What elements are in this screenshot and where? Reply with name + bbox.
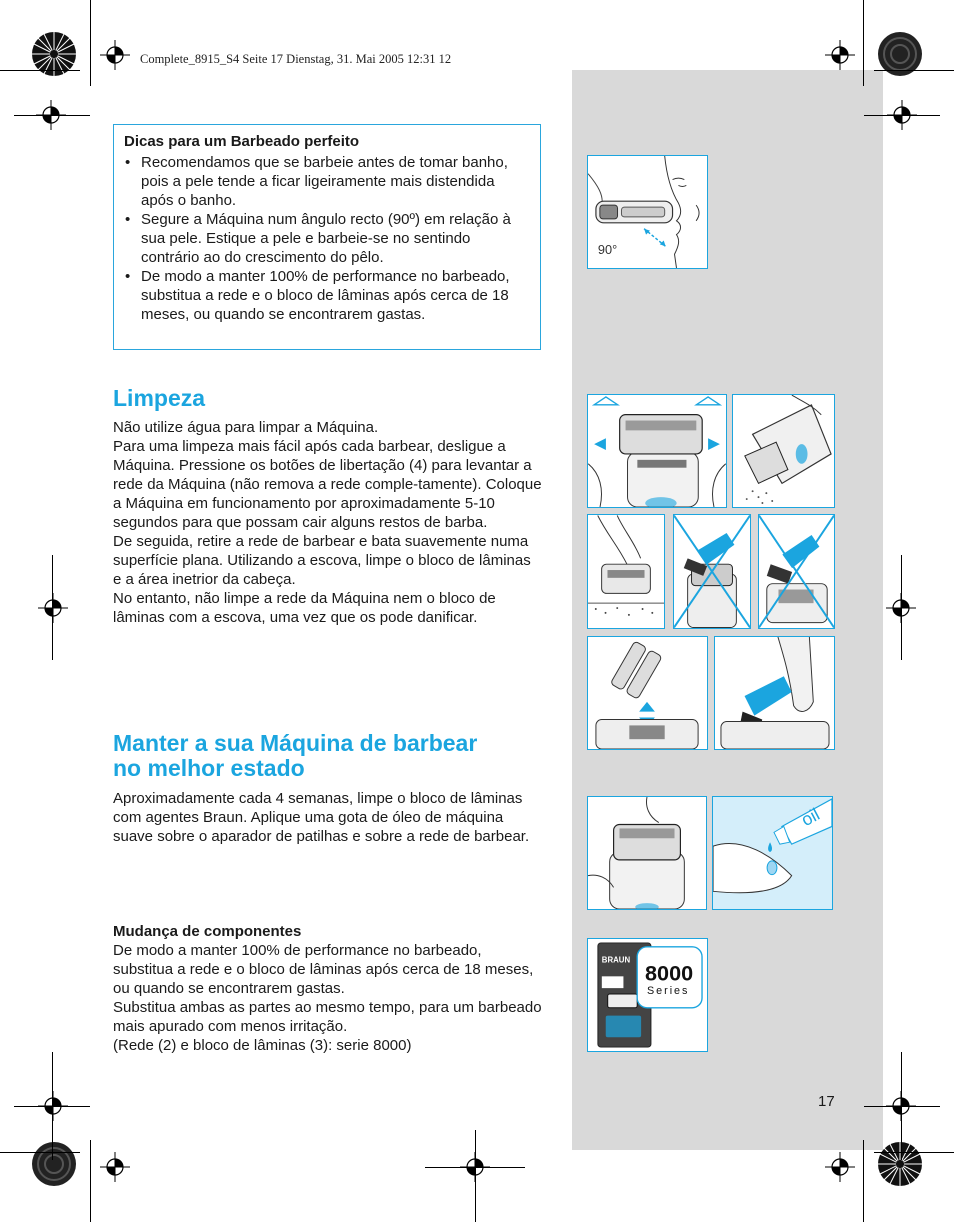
parts-section [113, 922, 543, 1055]
crop-mark [14, 1106, 90, 1107]
tap-out-illustration [732, 394, 835, 508]
parts-paragraph: De modo a manter 100% de performance no barbeado, substitua a rede e o bloco de lâminas após cerca de 18 meses, ou quando se encontrarem gastas. [113, 942, 534, 997]
crop-mark [863, 1140, 864, 1222]
tip-item: • Recomendamos que se barbeie antes de tomar banho, pois a pele tende a ficar ligeiramente mais distendida após o banho. [124, 153, 530, 210]
crosshair-icon [100, 40, 130, 70]
crop-mark [0, 1152, 80, 1153]
tip-item: • De modo a manter 100% de performance no barbeado, substitua a rede e o bloco de lâminas após cerca de 18 meses, ou quando se encontrarem gastas. [124, 267, 530, 324]
page-number: 17 [818, 1093, 835, 1110]
crop-mark [864, 115, 940, 116]
foil-lift-illustration [587, 796, 707, 910]
shaving-angle-illustration [587, 155, 708, 269]
cleaning-text [113, 418, 543, 627]
crop-mark [52, 555, 53, 660]
foil-release-illustration [587, 394, 727, 508]
cleaning-paragraph: Para uma limpeza mais fácil após cada barbear, desligue a Máquina. Pressione os botões de libertação (4) para levantar a rede da Máquina (não remova a rede comple-tamente). Coloque a Máquina em funcionamento por aproximadamente 5-10 segundos para que possam cair alguns restos de barba. [113, 438, 542, 531]
oil-label: oil [797, 804, 823, 831]
maintain-heading [113, 731, 477, 781]
crop-mark [901, 555, 902, 660]
foil-tap-illustration [587, 514, 665, 629]
crop-mark [874, 1152, 954, 1153]
parts-paragraph: (Rede (2) e bloco de lâminas (3): serie 8000) [113, 1037, 412, 1054]
no-brush-foil-illustration [673, 514, 751, 629]
maintain-paragraph: Aproximadamente cada 4 semanas, limpe o bloco de lâminas com agentes Braun. Aplique uma gota de óleo de máquina suave sobre o aparador de patilhas e sobre a rede de barbear. [113, 790, 530, 845]
tips-box [113, 124, 541, 350]
crop-mark [14, 115, 90, 116]
replacement-pack-illustration [587, 938, 708, 1052]
cleaning-paragraph: Não utilize água para limpar a Máquina. [113, 419, 379, 436]
tips-title: Dicas para um Barbeado perfeito [124, 133, 360, 150]
cleaning-heading: Limpeza [113, 385, 206, 411]
tips-list [124, 153, 530, 324]
crop-mark [874, 70, 954, 71]
crosshair-icon [100, 1152, 130, 1182]
pack-series-label: Series [647, 985, 690, 998]
crop-mark [864, 1106, 940, 1107]
crosshair-icon [825, 1152, 855, 1182]
tip-item: • Segure a Máquina num ângulo recto (90º) em relação à sua pele. Estique a pele e barbeie-se no sentindo contrário ao do crescimento do pêlo. [124, 210, 530, 267]
maintain-text [113, 789, 543, 846]
angle-label: 90° [597, 242, 618, 258]
crop-mark [863, 0, 864, 86]
starburst-icon [876, 1140, 924, 1188]
parts-paragraph: Substitua ambas as partes ao mesmo tempo, para um barbeado mais apurado com menos irritação. [113, 999, 542, 1035]
parts-heading: Mudança de componentes [113, 923, 302, 940]
crosshair-icon [38, 593, 68, 623]
crop-mark [90, 1140, 91, 1222]
crosshair-icon [825, 40, 855, 70]
cleaning-paragraph: No entanto, não limpe a rede da Máquina nem o bloco de lâminas com a escova, uma vez que os pode danificar. [113, 590, 496, 626]
cleaning-paragraph: De seguida, retire a rede de barbear e bata suavemente numa superfície plana. Utilizando a escova, limpe o bloco de lâminas e a área inetrior da cabeça. [113, 533, 531, 588]
crop-mark [90, 0, 91, 86]
pack-model-label: 8000 [645, 960, 694, 986]
color-target-icon [30, 1140, 78, 1188]
maintain-heading-line1: Manter a sua Máquina de barbear [113, 730, 478, 756]
pack-brand-label: BRAUN [601, 955, 631, 965]
oil-illustration [712, 796, 833, 910]
crop-mark [475, 1130, 476, 1222]
no-brush-cutter-illustration [758, 514, 835, 629]
print-header: Complete_8915_S4 Seite 17 Dienstag, 31. Mai 2005 12:31 12 [140, 52, 452, 66]
brush-head-illustration [714, 636, 835, 750]
cutter-removal-illustration [587, 636, 708, 750]
maintain-heading-line2: no melhor estado [113, 755, 305, 781]
crop-mark [0, 70, 80, 71]
